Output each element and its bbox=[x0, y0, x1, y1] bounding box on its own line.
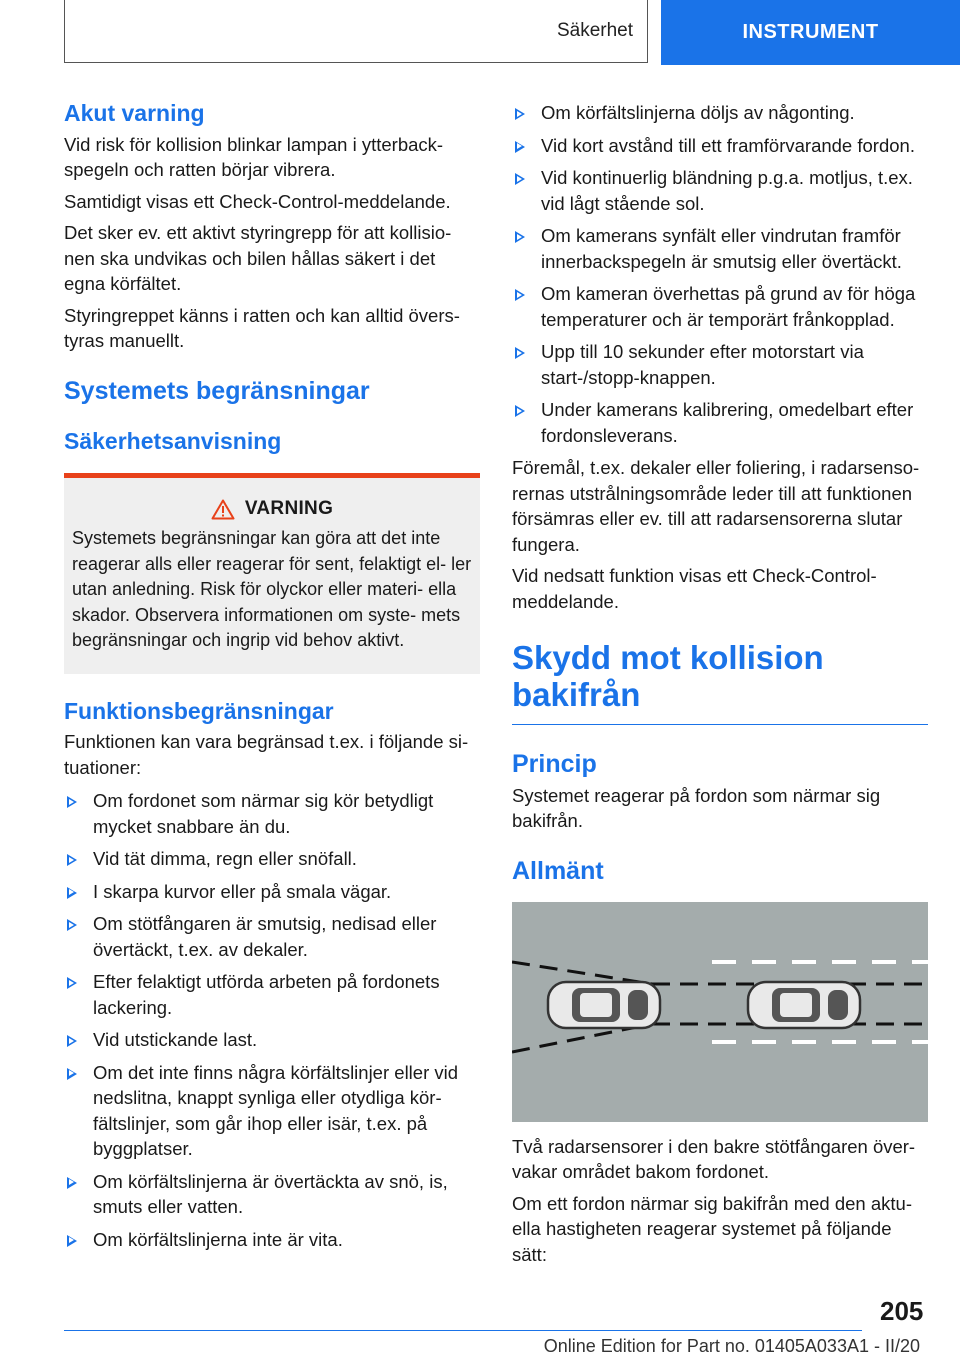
triangle-bullet-icon bbox=[515, 173, 525, 185]
list-item: Om stötfångaren är smutsig, nedisad eller övertäckt, t.ex. av dekaler. bbox=[64, 911, 480, 962]
triangle-bullet-icon bbox=[515, 289, 525, 301]
warning-triangle-icon bbox=[211, 499, 235, 520]
triangle-bullet-icon bbox=[515, 231, 525, 243]
footer-rule bbox=[64, 1330, 862, 1331]
function-limits-intro: Funktionen kan vara begränsad t.ex. i följande si- tuationer: bbox=[64, 731, 469, 778]
akut-paragraph-4: Styringreppet känns i ratten och kan alltid övers- tyras manuellt. bbox=[64, 304, 460, 352]
akut-paragraph-1: Vid risk för kollision blinkar lampan i ytterback- spegeln och ratten börjar vibrera. bbox=[64, 133, 444, 181]
warning-text: Systemets begränsningar kan göra att det inte reagerar alls eller reagerar för sent, felaktigt el- ler utan anledning. Risk för olyckor eller materi- ella skador. Observera informationen om syste- mets begränsningar och ingrip vid behov aktivt. bbox=[72, 528, 472, 651]
warning-box bbox=[64, 473, 480, 674]
function-limits-heading: Funktionsbegränsningar bbox=[64, 697, 334, 724]
list-item: Vid kontinuerlig bländning p.g.a. motljus, t.ex. vid lågt stående sol. bbox=[512, 165, 928, 216]
page-number: 205 bbox=[880, 1296, 924, 1326]
rear-paragraph-1: Två radarsensorer i den bakre stötfångaren över- vakar området bakom fordonet. bbox=[512, 1135, 916, 1183]
header-section-box bbox=[64, 0, 648, 63]
princip-text: Systemet reagerar på fordon som närmar sig bakifrån. bbox=[512, 784, 881, 832]
function-limits-list bbox=[64, 788, 480, 1252]
triangle-bullet-icon bbox=[515, 347, 525, 359]
rear-collision-illustration bbox=[512, 902, 928, 1122]
triangle-bullet-icon bbox=[67, 1068, 77, 1080]
sensor-paragraph-2: Vid nedsatt funktion visas ett Check-Control- meddelande. bbox=[512, 565, 877, 612]
triangle-bullet-icon bbox=[67, 796, 77, 808]
list-item: Vid kort avstånd till ett framförvarande fordon. bbox=[512, 133, 928, 159]
list-item: Under kamerans kalibrering, omedelbart efter fordonsleverans. bbox=[512, 397, 928, 448]
safety-heading: Säkerhetsanvisning bbox=[64, 427, 282, 454]
own-car-icon bbox=[748, 982, 860, 1028]
princip-heading: Princip bbox=[512, 749, 597, 778]
list-item: Efter felaktigt utförda arbeten på fordonets lackering. bbox=[64, 969, 480, 1020]
triangle-bullet-icon bbox=[67, 854, 77, 866]
list-item: Om körfältslinjerna inte är vita. bbox=[64, 1227, 480, 1253]
road-illustration bbox=[512, 902, 928, 1122]
akut-paragraph-3: Det sker ev. ett aktivt styringrepp för att kollisio- nen ska undvikas och bilen hållas säkert i det egna körfältet. bbox=[64, 222, 452, 295]
triangle-bullet-icon bbox=[67, 1235, 77, 1247]
list-item: I skarpa kurvor eller på smala vägar. bbox=[64, 879, 480, 905]
akut-heading: Akut varning bbox=[64, 100, 205, 126]
triangle-bullet-icon bbox=[67, 919, 77, 931]
rear-collision-heading-line-1: Skydd mot kollision bbox=[512, 639, 824, 676]
approaching-car-icon bbox=[548, 982, 660, 1028]
triangle-bullet-icon bbox=[67, 1035, 77, 1047]
header-chapter-tab[interactable] bbox=[661, 0, 960, 65]
left-column bbox=[64, 100, 480, 1259]
triangle-bullet-icon bbox=[67, 887, 77, 899]
list-item: Om körfältslinjerna är övertäckta av snö, is, smuts eller vatten. bbox=[64, 1169, 480, 1220]
right-column bbox=[512, 100, 928, 1267]
list-item: Om det inte finns några körfältslinjer eller vid nedslitna, knappt synliga eller otydliga kör- fältslinjer, som går ihop eller isär, t.ex. på byggplatser. bbox=[64, 1060, 480, 1162]
header-chapter-label: INSTRUMENT bbox=[742, 21, 879, 43]
list-item: Om körfältslinjerna döljs av någonting. bbox=[512, 100, 928, 126]
heading-rule bbox=[512, 724, 928, 725]
allmant-heading: Allmänt bbox=[512, 856, 604, 885]
system-limits-heading: Systemets begränsningar bbox=[64, 376, 370, 405]
list-item: Vid tät dimma, regn eller snöfall. bbox=[64, 846, 480, 872]
triangle-bullet-icon bbox=[67, 1177, 77, 1189]
warning-label: VARNING bbox=[244, 498, 334, 520]
list-item: Upp till 10 sekunder efter motorstart via start-/stopp-knappen. bbox=[512, 339, 928, 390]
triangle-bullet-icon bbox=[515, 405, 525, 417]
function-limits-list-continued bbox=[512, 100, 928, 448]
header-section-label: Säkerhet bbox=[556, 20, 633, 41]
akut-paragraph-2: Samtidigt visas ett Check-Control-meddelande. bbox=[64, 190, 451, 212]
list-item: Om kameran överhettas på grund av för höga temperaturer och är temporärt frånkopplad. bbox=[512, 281, 928, 332]
list-item: Om fordonet som närmar sig kör betydligt mycket snabbare än du. bbox=[64, 788, 480, 839]
triangle-bullet-icon bbox=[515, 108, 525, 120]
list-item: Vid utstickande last. bbox=[64, 1027, 480, 1053]
triangle-bullet-icon bbox=[67, 977, 77, 989]
footer-edition: Online Edition for Part no. 01405A033A1 - II/20 bbox=[543, 1336, 920, 1356]
list-item: Om kamerans synfält eller vindrutan framför innerbackspegeln är smutsig eller övertäckt. bbox=[512, 223, 928, 274]
rear-paragraph-2: Om ett fordon närmar sig bakifrån med den aktu- ella hastigheten reagerar systemet på följande sätt: bbox=[512, 1192, 912, 1265]
rear-collision-heading-block bbox=[512, 640, 928, 714]
triangle-bullet-icon bbox=[515, 141, 525, 153]
rear-collision-heading-line-2: bakifrån bbox=[512, 675, 641, 713]
sensor-paragraph-1: Föremål, t.ex. dekaler eller foliering, i radarsenso- rernas utstrålningsområde leder till att funktionen försämras eller ev. till att radarsensorerna slutar fungera. bbox=[512, 457, 920, 555]
